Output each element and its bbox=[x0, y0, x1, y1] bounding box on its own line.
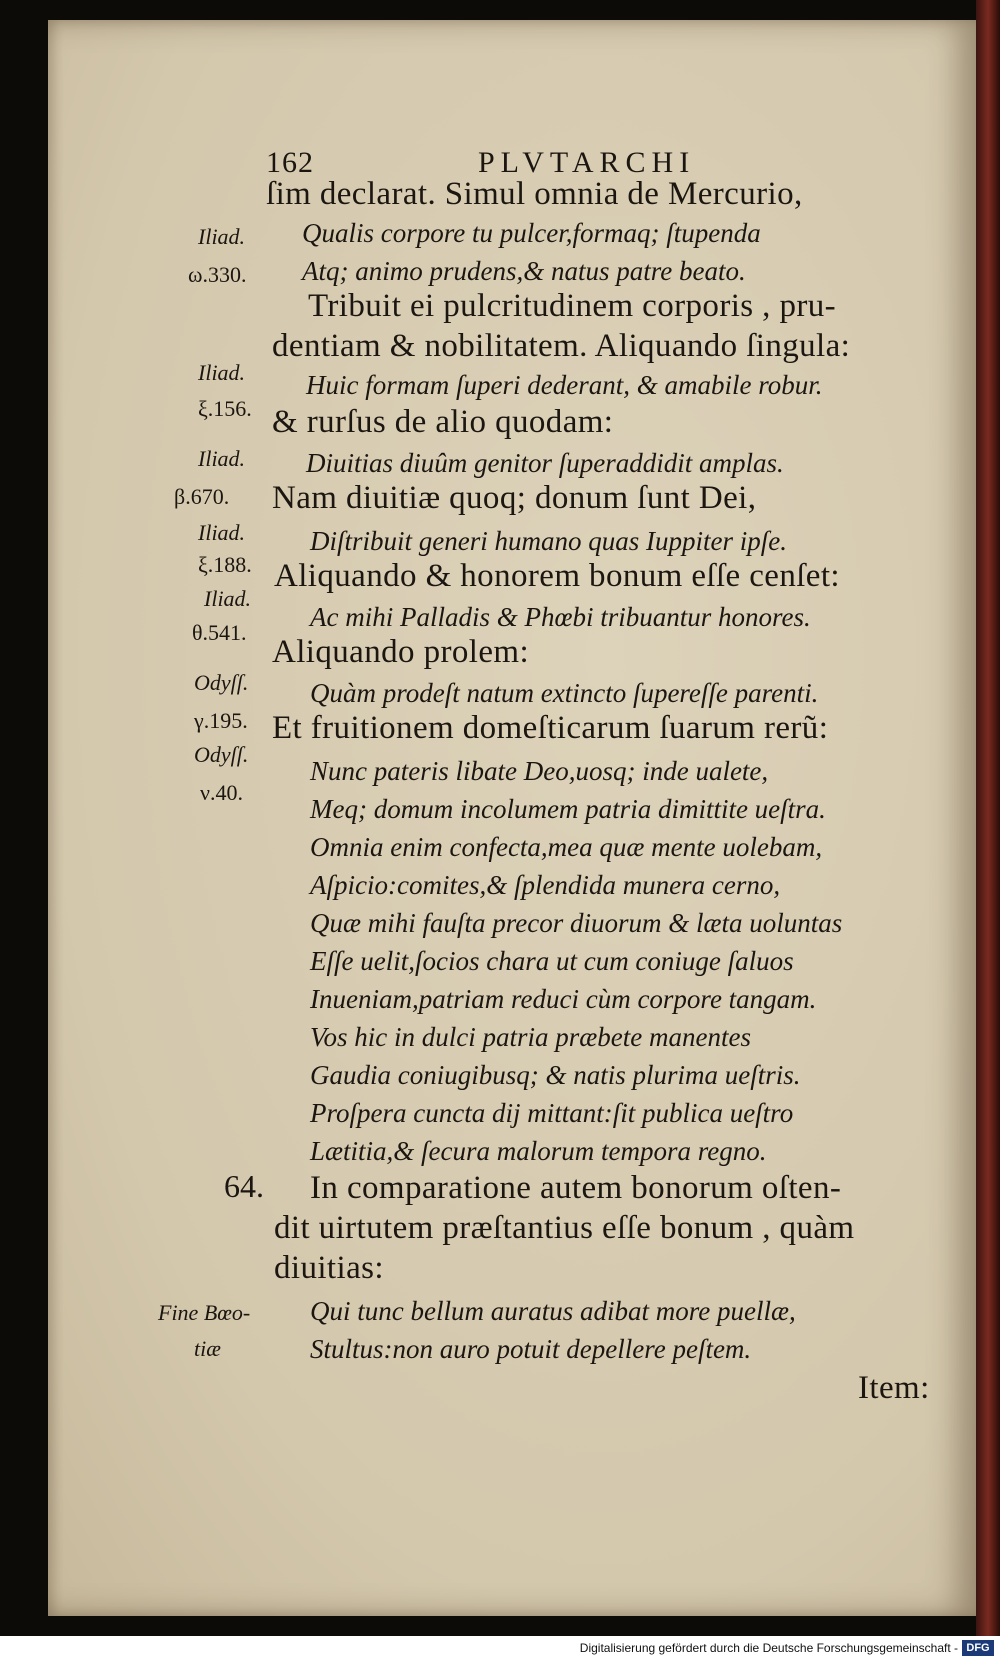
text-line: ſim declarat. Simul omnia de Mercurio, bbox=[266, 176, 803, 212]
text-line: & rurſus de alio quodam: bbox=[272, 404, 614, 440]
margin-note: Iliad. bbox=[198, 520, 246, 545]
margin-note: γ.195. bbox=[194, 708, 248, 733]
verse-line: Atq; animo prudens,& natus patre beato. bbox=[302, 256, 746, 286]
text-line: Aliquando prolem: bbox=[272, 634, 530, 670]
margin-note: Odyſſ. bbox=[194, 670, 249, 695]
book-spine bbox=[976, 0, 1000, 1640]
text-line: Nam diuitiæ quoq; donum ſunt Dei, bbox=[272, 480, 757, 516]
verse-line: Diſtribuit generi humano quas Iuppiter ipſe. bbox=[310, 526, 787, 556]
text-line: dit uirtutem præſtantius eſſe bonum , quàm bbox=[274, 1210, 855, 1246]
verse-line: Nunc pateris libate Deo,uosq; inde ualete, bbox=[310, 756, 769, 786]
verse-line: Proſpera cuncta dij mittant:ſit publica ueſtro bbox=[310, 1098, 794, 1128]
margin-note: β.670. bbox=[174, 484, 230, 509]
verse-line: Huic formam ſuperi dederant, & amabile robur. bbox=[306, 370, 823, 400]
text-line: Item: bbox=[858, 1370, 930, 1406]
margin-note: ξ.156. bbox=[198, 396, 252, 421]
verse-line: Gaudia coniugibusq; & natis plurima ueſtris. bbox=[310, 1060, 801, 1090]
margin-note: ν.40. bbox=[200, 780, 243, 805]
verse-line: Quæ mihi fauſta precor diuorum & læta uoluntas bbox=[310, 908, 843, 938]
text-line: In comparatione autem bonorum oſten- bbox=[310, 1170, 842, 1206]
verse-line: Quàm prodeſt natum extincto ſupereſſe parenti. bbox=[310, 678, 819, 708]
verse-line: Qualis corpore tu pulcer,formaq; ſtupenda bbox=[302, 218, 761, 248]
page-number: 162 bbox=[266, 146, 314, 179]
text-line: Aliquando & honorem bonum eſſe cenſet: bbox=[274, 558, 840, 594]
margin-note: Iliad. bbox=[198, 360, 246, 385]
text-line: dentiam & nobilitatem. Aliquando ſingula: bbox=[272, 328, 851, 364]
text-line: Tribuit ei pulcritudinem corporis , pru- bbox=[308, 288, 837, 324]
verse-line: Diuitias diuûm genitor ſuperaddidit amplas. bbox=[306, 448, 784, 478]
funding-credit: Digitalisierung gefördert durch die Deutsche Forschungsgemeinschaft - bbox=[579, 1641, 958, 1655]
verse-line: Aſpicio:comites,& ſplendida munera cerno, bbox=[310, 870, 781, 900]
margin-note: Iliad. bbox=[198, 446, 246, 471]
verse-line: Inueniam,patriam reduci cùm corpore tangam. bbox=[310, 984, 817, 1014]
margin-note: ω.330. bbox=[188, 262, 247, 287]
margin-note: 64. bbox=[224, 1168, 264, 1204]
digitization-footer bbox=[0, 1636, 1000, 1662]
book-page bbox=[48, 20, 976, 1616]
verse-line: Omnia enim confecta,mea quæ mente uolebam, bbox=[310, 832, 823, 862]
verse-line: Lætitia,& ſecura malorum tempora regno. bbox=[310, 1136, 767, 1166]
margin-note: tiæ bbox=[194, 1336, 221, 1361]
verse-line: Vos hic in dulci patria præbete manentes bbox=[310, 1022, 751, 1052]
margin-note: Iliad. bbox=[198, 224, 246, 249]
verse-line: Qui tunc bellum auratus adibat more puellæ, bbox=[310, 1296, 796, 1326]
dfg-logo-icon: DFG bbox=[962, 1640, 994, 1656]
margin-note: θ.541. bbox=[192, 620, 247, 645]
margin-note: ξ.188. bbox=[198, 552, 252, 577]
margin-note: Iliad. bbox=[204, 586, 252, 611]
text-line: Et fruitionem domeſticarum ſuarum rerũ: bbox=[272, 710, 829, 746]
margin-note: Odyſſ. bbox=[194, 742, 249, 767]
verse-line: Meq; domum incolumem patria dimittite ueſtra. bbox=[310, 794, 826, 824]
verse-line: Eſſe uelit,ſocios chara ut cum coniuge ſaluos bbox=[310, 946, 794, 976]
running-title: PLVTARCHI bbox=[478, 146, 696, 179]
text-line: diuitias: bbox=[274, 1250, 384, 1286]
margin-note: Fine Bœo- bbox=[158, 1300, 251, 1325]
verse-line: Stultus:non auro potuit depellere peſtem. bbox=[310, 1334, 752, 1364]
verse-line: Ac mihi Palladis & Phœbi tribuantur honores. bbox=[310, 602, 811, 632]
